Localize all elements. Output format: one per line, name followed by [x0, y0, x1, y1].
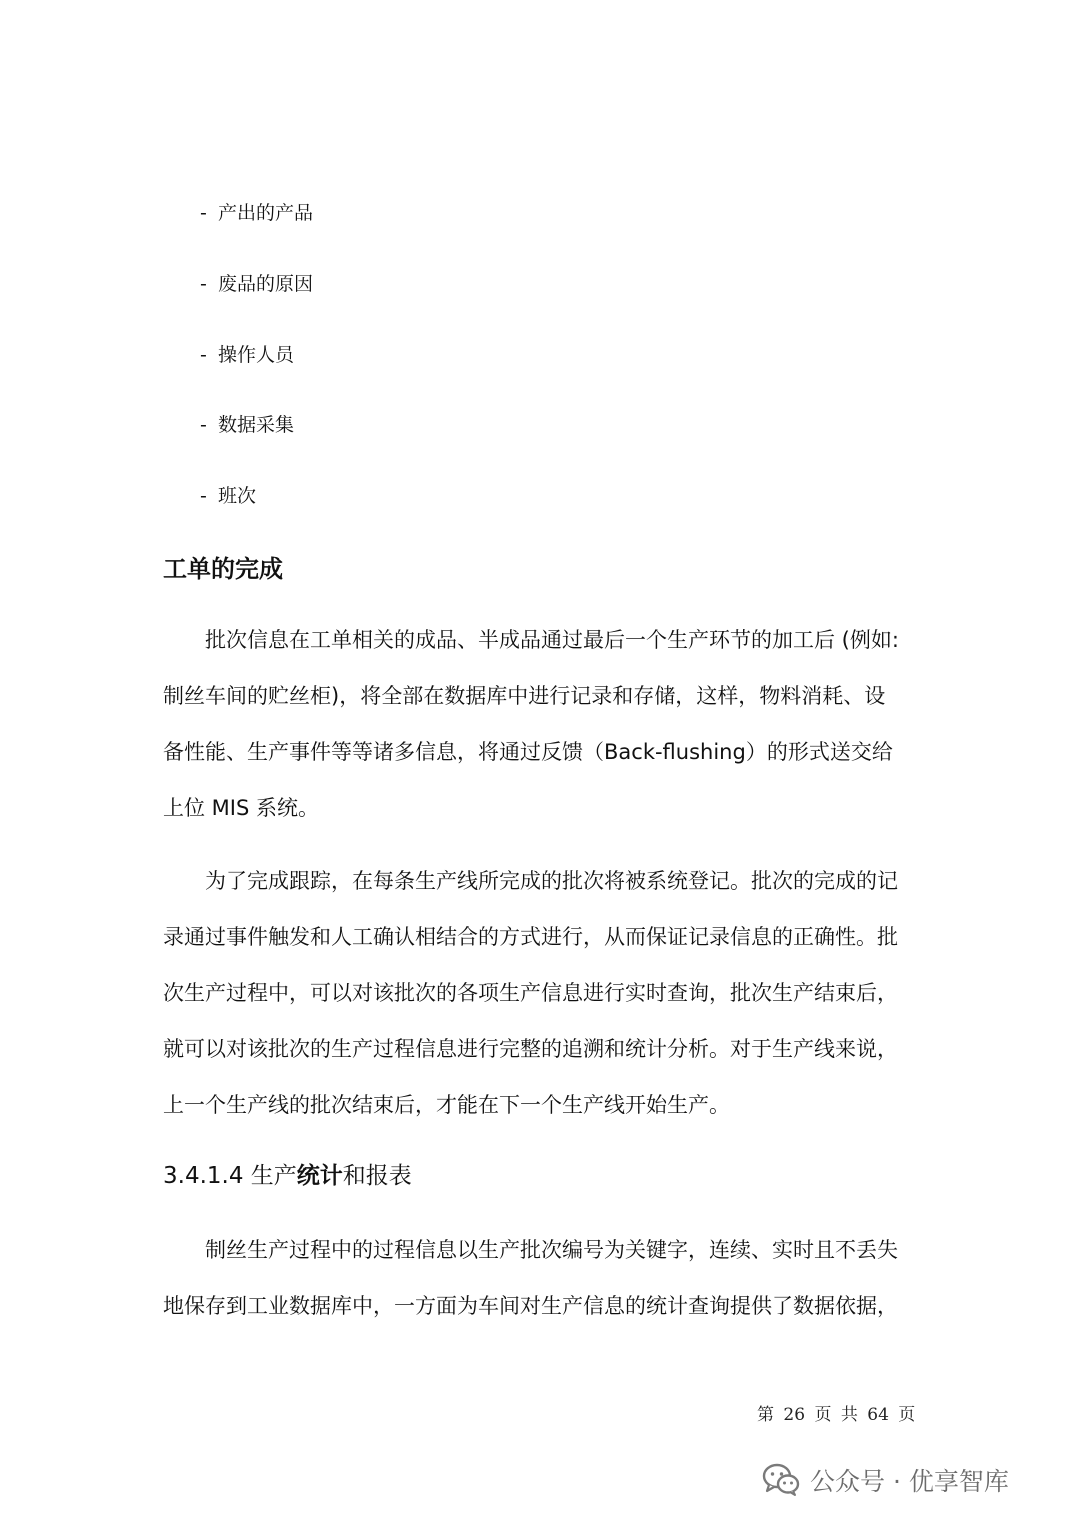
paragraph-line: 地保存到工业数据库中，一方面为车间对生产信息的统计查询提供了数据依据，: [163, 1294, 898, 1318]
section-heading: 工单的完成: [163, 555, 283, 583]
paragraph-line: 就可以对该批次的生产过程信息进行完整的追溯和统计分析。对于生产线来说，: [163, 1037, 898, 1061]
bullet-item: [200, 412, 294, 438]
bullet-item: [200, 200, 313, 226]
paragraph-line: 上一个生产线的批次结束后，才能在下一个生产线开始生产。: [163, 1093, 730, 1117]
paragraph-line: 制丝生产过程中的过程信息以生产批次编号为关键字，连续、实时且不丢失: [205, 1238, 898, 1262]
subsection-heading: [163, 1158, 412, 1194]
bullet-text: 废品的原因: [218, 273, 314, 295]
watermark-text: 公众号 · 优享智库: [810, 1467, 1009, 1496]
subsection-prefix: 生产: [250, 1163, 297, 1189]
bullet-item: [200, 483, 256, 509]
paragraph-line: 上位 MIS 系统。: [163, 796, 319, 820]
bullet-dash: -: [200, 414, 207, 436]
bullet-dash: -: [200, 485, 207, 507]
paragraph-2: [163, 853, 923, 1133]
bullet-item: [200, 342, 294, 368]
paragraph-line: 批次信息在工单相关的成品、半成品通过最后一个生产环节的加工后 (例如:: [205, 628, 899, 652]
paragraph-1: [163, 612, 923, 836]
bullet-dash: -: [200, 344, 207, 366]
paragraph-line: 制丝车间的贮丝柜)，将全部在数据库中进行记录和存储，这样，物料消耗、设: [163, 684, 886, 708]
page-footer: 第 26 页 共 64 页: [757, 1405, 916, 1425]
paragraph-line: 备性能、生产事件等等诸多信息，将通过反馈（Back-flushing）的形式送交给: [163, 740, 893, 764]
wechat-icon: [762, 1463, 800, 1497]
bullet-text: 数据采集: [218, 414, 295, 436]
subsection-bold: 统计: [296, 1163, 343, 1189]
bullet-dash: -: [200, 202, 207, 224]
paragraph-3: [163, 1222, 923, 1334]
bullet-dash: -: [200, 273, 207, 295]
paragraph-line: 录通过事件触发和人工确认相结合的方式进行，从而保证记录信息的正确性。批: [163, 925, 898, 949]
bullet-text: 班次: [218, 485, 257, 507]
bullet-text: 操作人员: [218, 344, 295, 366]
paragraph-line: 次生产过程中，可以对该批次的各项生产信息进行实时查询，批次生产结束后，: [163, 981, 898, 1005]
subsection-suffix: 和报表: [342, 1163, 412, 1189]
paragraph-line: 为了完成跟踪，在每条生产线所完成的批次将被系统登记。批次的完成的记: [205, 869, 898, 893]
watermark: [762, 1462, 1009, 1498]
bullet-text: 产出的产品: [218, 202, 314, 224]
bullet-item: [200, 271, 313, 297]
subsection-number: 3.4.1.4: [163, 1163, 244, 1189]
